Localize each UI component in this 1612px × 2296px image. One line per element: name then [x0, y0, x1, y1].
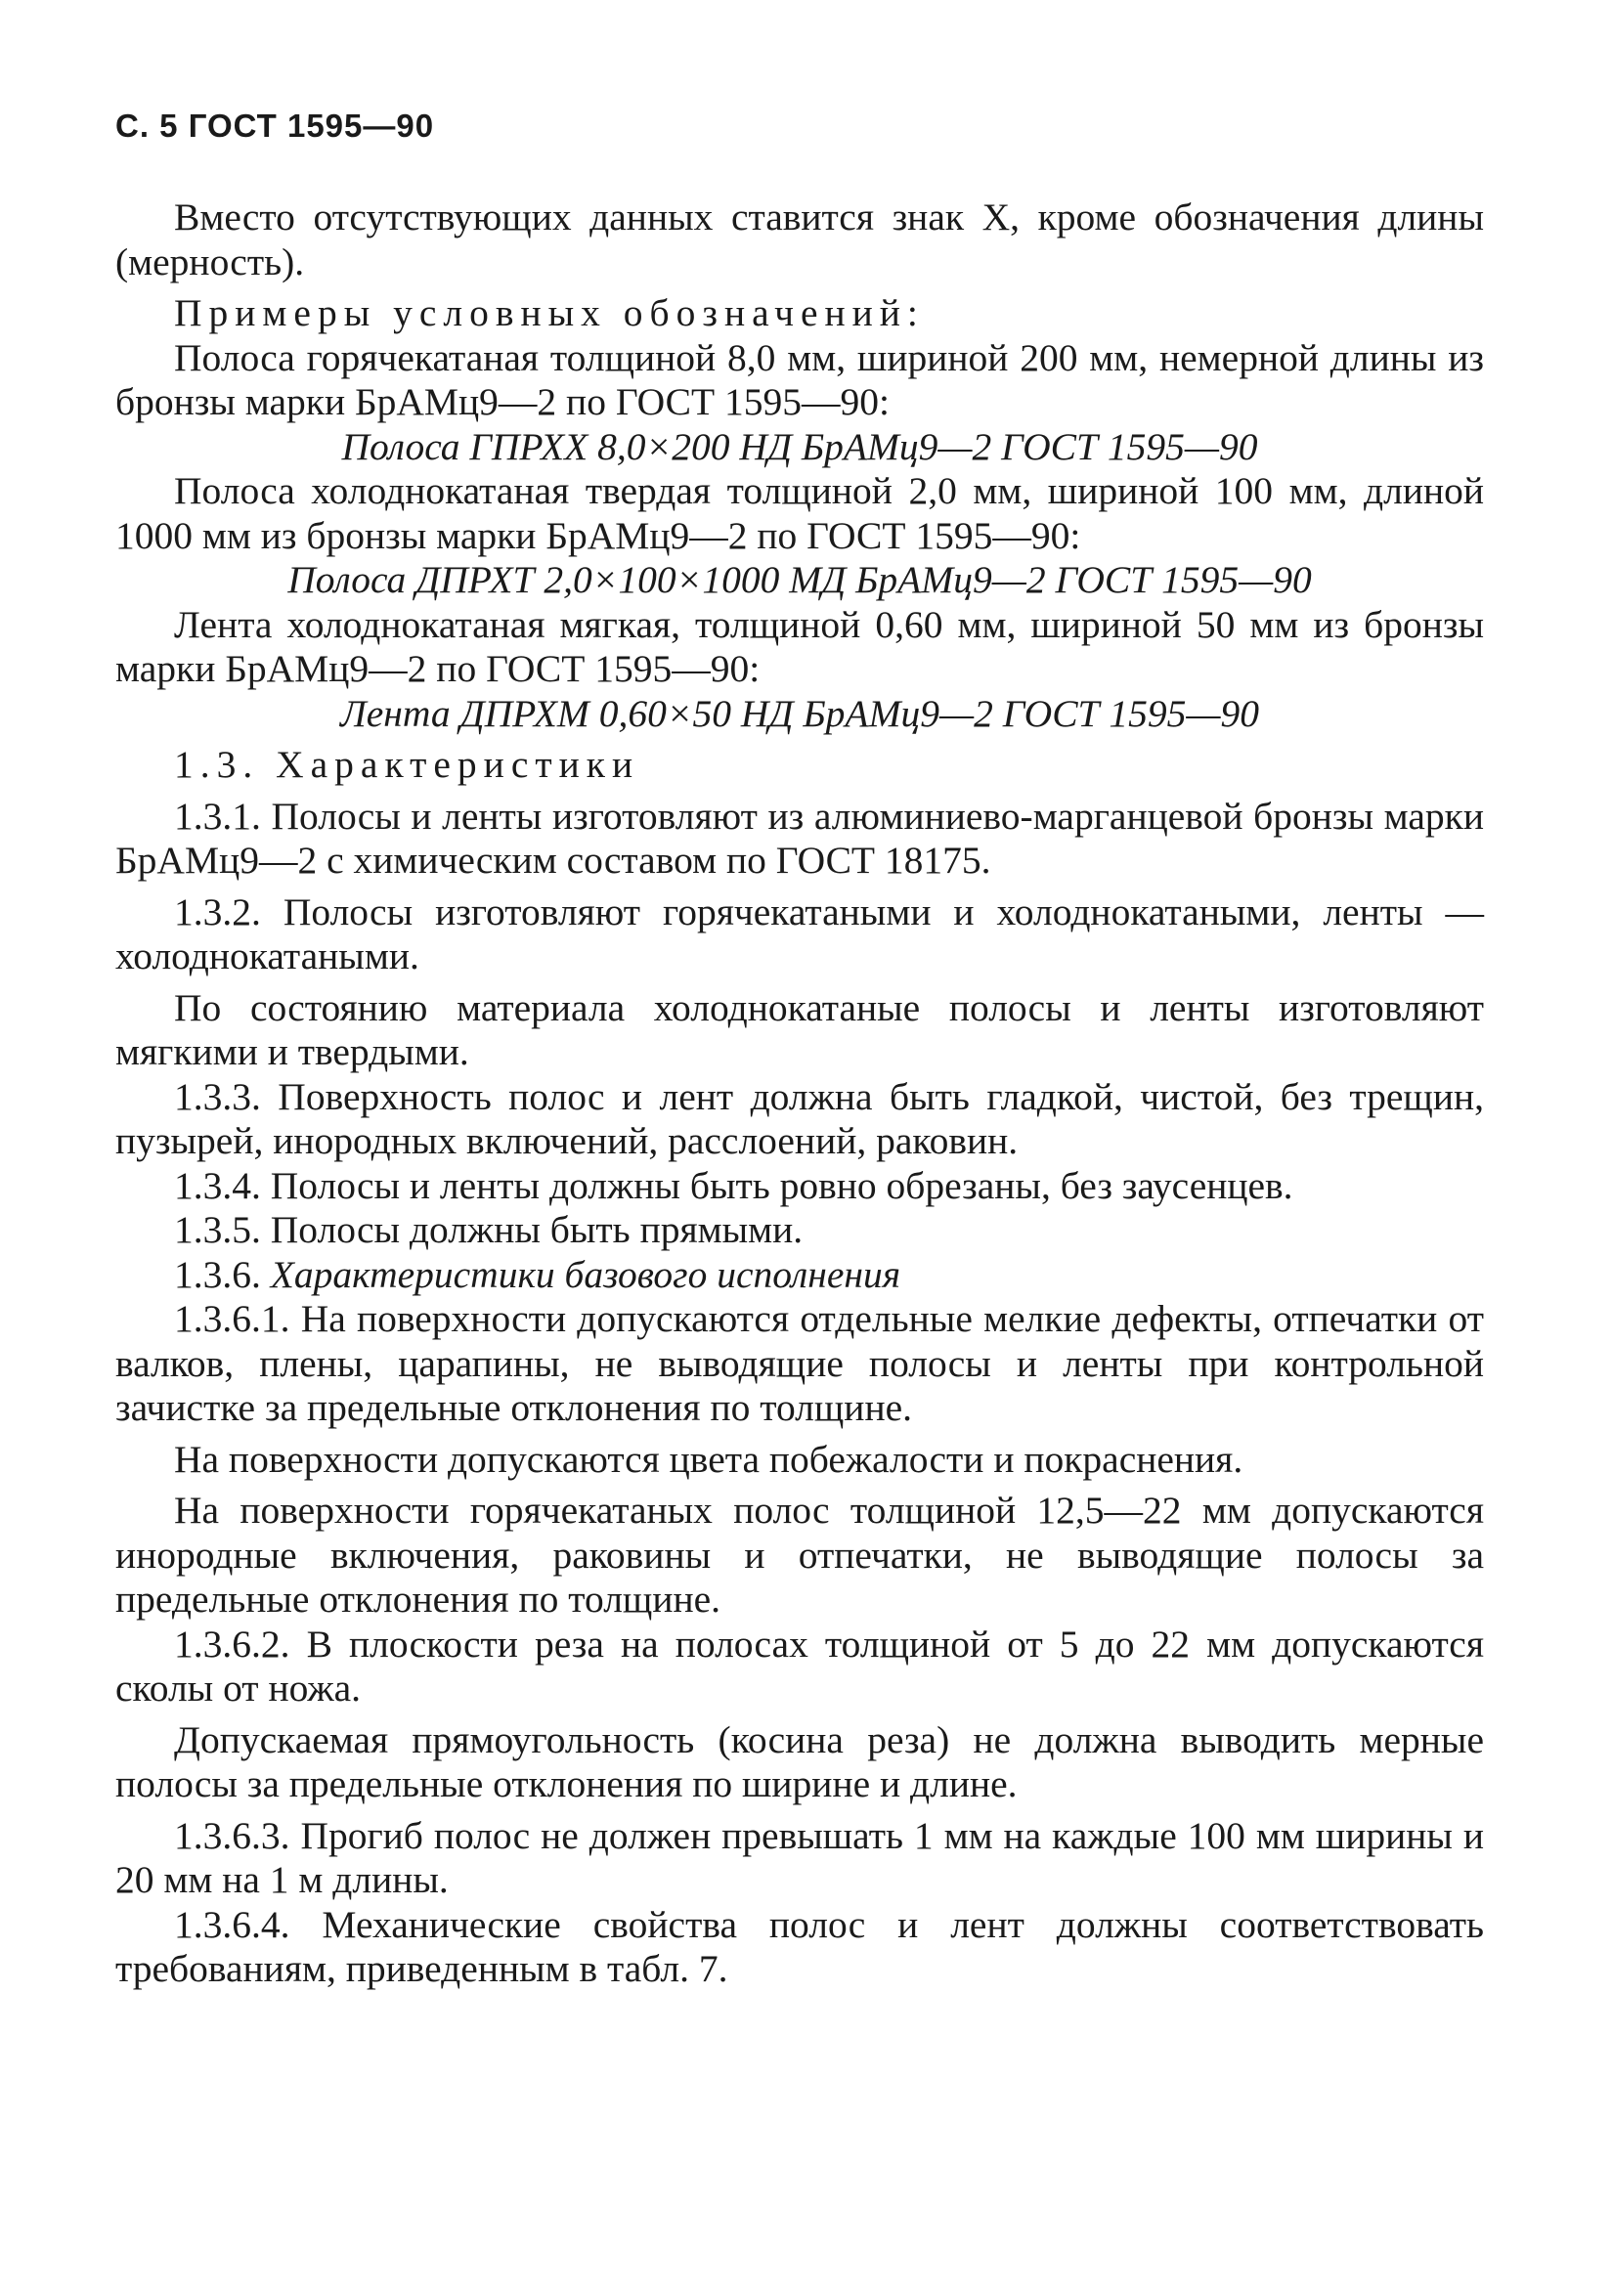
- paragraph: 1.3.2. Полосы изготовляют горячекатаными и холоднокатаными, ленты — холоднокатаными.: [115, 889, 1484, 977]
- paragraph: По состоянию материала холоднокатаные полосы и ленты изготовляют мягкими и твердыми.: [115, 985, 1484, 1073]
- subsection-heading: [115, 1253, 1484, 1298]
- paragraph: 1.3.4. Полосы и ленты должны быть ровно обрезаны, без заусенцев.: [174, 1163, 1293, 1207]
- examples-heading: Примеры условных обозначений:: [174, 291, 925, 334]
- paragraph: Вместо отсутствующих данных ставится знак X, кроме обозначения длины (мерность).: [115, 195, 1484, 283]
- paragraph: 1.3.6.2. В плоскости реза на полосах толщиной от 5 до 22 мм допускаются сколы от ножа.: [115, 1622, 1484, 1710]
- paragraph: 1.3.6.3. Прогиб полос не должен превышать 1 мм на каждые 100 мм ширины и 20 мм на 1 м длины.: [115, 1813, 1484, 1901]
- document-body: [115, 195, 1484, 1992]
- page-header: С. 5 ГОСТ 1595—90: [115, 108, 435, 144]
- paragraph: 1.3.1. Полосы и ленты изготовляют из алюминиево-марганцевой бронзы марки БрАМц9—2 с химическим составом по ГОСТ 18175.: [115, 794, 1484, 882]
- subsection-title: Характеристики базового исполнения: [270, 1252, 901, 1296]
- paragraph: 1.3.6.1. На поверхности допускаются отдельные мелкие дефекты, отпечатки от валков, плены, царапины, не выводящие полосы и ленты при контрольной зачистке за предельные отклонения по толщине.: [115, 1297, 1484, 1429]
- subsection-number: 1.3.6.: [174, 1252, 261, 1296]
- designation-example: Полоса ДПРХТ 2,0×100×1000 МД БрАМц9—2 ГОСТ 1595—90: [287, 558, 1312, 601]
- designation-example: Полоса ГПРХХ 8,0×200 НД БрАМц9—2 ГОСТ 1595—90: [341, 424, 1258, 468]
- paragraph: На поверхности горячекатаных полос толщиной 12,5—22 мм допускаются инородные включения, раковины и отпечатки, не выводящие полосы за предельные отклонения по толщине.: [115, 1489, 1484, 1621]
- paragraph: 1.3.3. Поверхность полос и лент должна быть гладкой, чистой, без трещин, пузырей, инородных включений, расслоений, раковин.: [115, 1074, 1484, 1162]
- document-page: [115, 108, 1484, 1992]
- section-heading: 1.3. Характеристики: [174, 743, 640, 786]
- paragraph: 1.3.5. Полосы должны быть прямыми.: [174, 1208, 804, 1251]
- paragraph: Допускаемая прямоугольность (косина реза) не должна выводить мерные полосы за предельные отклонения по ширине и длине.: [115, 1717, 1484, 1805]
- paragraph: 1.3.6.4. Механические свойства полос и лент должны соответствовать требованиям, приведенным в табл. 7.: [115, 1902, 1484, 1990]
- paragraph: На поверхности допускаются цвета побежалости и покраснения.: [174, 1437, 1243, 1481]
- designation-example: Лента ДПРХМ 0,60×50 НД БрАМц9—2 ГОСТ 1595—90: [339, 691, 1259, 735]
- paragraph: Полоса холоднокатаная твердая толщиной 2,0 мм, шириной 100 мм, длиной 1000 мм из бронзы марки БрАМц9—2 по ГОСТ 1595—90:: [115, 469, 1484, 557]
- paragraph: Лента холоднокатаная мягкая, толщиной 0,60 мм, шириной 50 мм из бронзы марки БрАМц9—2 по ГОСТ 1595—90:: [115, 602, 1484, 690]
- paragraph: Полоса горячекатаная толщиной 8,0 мм, шириной 200 мм, немерной длины из бронзы марки БрАМц9—2 по ГОСТ 1595—90:: [115, 335, 1484, 423]
